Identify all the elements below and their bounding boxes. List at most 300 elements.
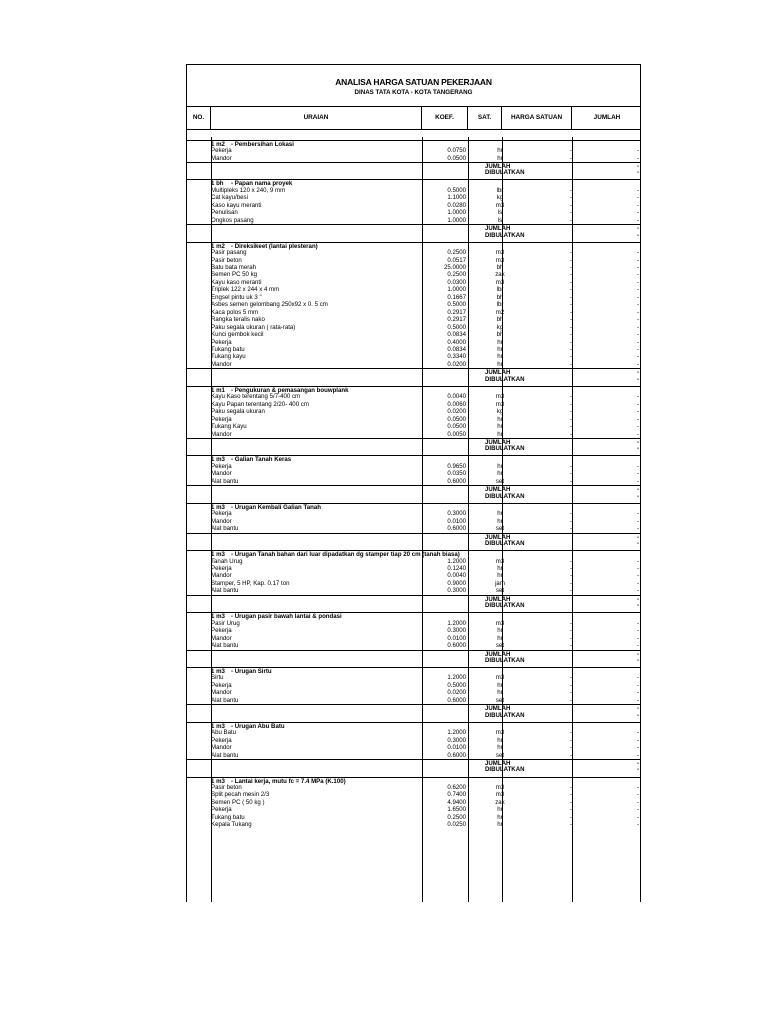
table-row (187, 408, 640, 415)
item-satuan: set (495, 751, 505, 759)
item-harga-satuan: - (569, 751, 572, 759)
item-harga-satuan: - (569, 517, 572, 525)
table-row (187, 620, 640, 627)
item-harga-satuan: - (569, 256, 572, 264)
subtotal-dibulatkan-label: DIBULATKAN (485, 492, 525, 500)
item-satuan: hr (497, 806, 503, 814)
item-uraian: Batu bata merah (211, 264, 257, 271)
section-unit: 1 m2 (211, 140, 225, 148)
item-harga-satuan: - (569, 201, 572, 209)
section-unit: 1 m1 (211, 386, 225, 394)
item-satuan: jam (495, 579, 505, 587)
item-jumlah: - (636, 736, 639, 744)
subtotal-jumlah-value: - (636, 369, 639, 377)
subtotal-dibulatkan-row (187, 657, 640, 664)
subtotal-dibulatkan-label: DIBULATKAN (485, 445, 525, 453)
item-harga-satuan: - (569, 587, 572, 595)
table-row (187, 294, 640, 301)
item-jumlah: - (636, 408, 639, 416)
subtotal-dibulatkan-label: DIBULATKAN (485, 375, 525, 383)
item-uraian: Pekerja (211, 462, 232, 470)
item-harga-satuan: - (569, 642, 572, 650)
item-koef: 25.0000 (443, 264, 466, 271)
item-uraian: Pasir beton (211, 256, 242, 264)
table-row (187, 799, 640, 806)
item-koef: 0.3340 (447, 353, 466, 361)
item-satuan: hr (497, 147, 503, 155)
header-uraian: URAIAN (211, 107, 422, 129)
section-name: - Pembersihan Lokasi (231, 140, 294, 148)
item-uraian: Sirtu (211, 674, 224, 682)
table-row (187, 565, 640, 572)
item-uraian: Mandor (211, 572, 232, 580)
item-koef: 0.2917 (447, 316, 466, 324)
section-name: - Galian Tanah Keras (231, 456, 292, 464)
item-koef: 1.2000 (447, 674, 466, 682)
item-satuan: bh (496, 264, 504, 271)
item-uraian: Alat bantu (211, 751, 239, 759)
table-row (187, 217, 640, 224)
item-koef: 0.9650 (447, 462, 466, 470)
item-uraian: Pekerja (211, 564, 232, 572)
item-jumlah: - (636, 256, 639, 264)
item-jumlah: - (636, 249, 639, 257)
item-koef: 0.0834 (447, 331, 466, 339)
item-satuan: hr (497, 462, 503, 470)
section-unit: 1 m3 (211, 777, 225, 785)
item-satuan: zak (495, 271, 505, 279)
item-jumlah: - (636, 783, 639, 791)
item-jumlah: - (636, 627, 639, 635)
subtotal-dibulatkan-value: - (636, 231, 639, 239)
analysis-table-body (187, 137, 640, 902)
subtotal-dibulatkan-row (187, 232, 640, 239)
section-name: - Urugan Kembali Galian Tanah (231, 503, 321, 511)
section-name: - Urugan pasir bawah lantai & pondasi (231, 613, 342, 621)
item-satuan: bh (496, 293, 504, 301)
item-harga-satuan: - (569, 209, 572, 217)
subtotal-dibulatkan-label: DIBULATKAN (485, 231, 525, 239)
subtotal-dibulatkan-row (187, 712, 640, 719)
item-uraian: Kunci gembok kecil (211, 331, 264, 339)
item-satuan: set (495, 587, 505, 595)
section-unit: 1 m3 (211, 456, 225, 464)
item-satuan: m2 (495, 308, 505, 316)
item-harga-satuan: - (569, 579, 572, 587)
item-satuan: ls (497, 209, 503, 217)
item-koef: 0.5000 (447, 301, 466, 309)
item-koef: 0.5000 (447, 186, 466, 194)
table-row (187, 324, 640, 331)
item-harga-satuan: - (569, 415, 572, 423)
item-uraian: Kepala Tukang (211, 821, 252, 829)
subtotal-jumlah-value: - (636, 162, 639, 170)
item-satuan: kg (496, 323, 504, 331)
item-uraian: Kayu Papan terentang 2/20- 400 cm (211, 400, 309, 408)
item-jumlah: - (636, 729, 639, 737)
item-jumlah: - (636, 477, 639, 485)
header-harga-satuan: HARGA SATUAN (502, 107, 572, 129)
item-satuan: m3 (495, 557, 505, 565)
item-uraian: Pekerja (211, 147, 232, 155)
item-uraian: Paku segala ukuran ( rata-rata) (211, 323, 296, 331)
item-koef: 0.0200 (447, 408, 466, 416)
table-row (187, 249, 640, 256)
item-jumlah: - (636, 430, 639, 438)
table-row (187, 791, 640, 798)
item-harga-satuan: - (569, 572, 572, 580)
section-name: - Urugan Abu Batu (231, 722, 285, 730)
item-jumlah: - (636, 415, 639, 423)
item-satuan: hr (497, 510, 503, 518)
subtotal-jumlah-value: - (636, 760, 639, 767)
item-koef: 0.3000 (447, 736, 466, 744)
item-jumlah: - (636, 798, 639, 806)
item-jumlah: - (636, 147, 639, 155)
item-harga-satuan: - (569, 627, 572, 635)
item-uraian: Tanah Urug (211, 557, 243, 565)
item-koef: 0.0060 (447, 400, 466, 408)
item-jumlah: - (636, 689, 639, 697)
item-koef: 1.2000 (447, 557, 466, 565)
item-harga-satuan: - (569, 216, 572, 224)
item-jumlah: - (636, 400, 639, 408)
item-satuan: hr (497, 470, 503, 478)
item-jumlah: - (636, 587, 639, 595)
item-harga-satuan: - (569, 308, 572, 316)
item-koef: 0.0500 (447, 415, 466, 423)
item-uraian: Multipleks 120 x 240, 9 mm (211, 186, 286, 194)
subtotal-dibulatkan-label: DIBULATKAN (485, 602, 525, 610)
item-harga-satuan: - (569, 301, 572, 309)
item-uraian: Mandor (211, 430, 232, 438)
item-jumlah: - (636, 462, 639, 470)
table-row (187, 635, 640, 642)
item-koef: 0.6000 (447, 642, 466, 650)
item-harga-satuan: - (569, 338, 572, 346)
item-koef: 0.5000 (447, 681, 466, 689)
item-uraian: Pekerja (211, 415, 232, 423)
section-unit: 1 m3 (211, 722, 225, 730)
item-uraian: Kaso kayu meranti (211, 201, 262, 209)
item-jumlah: - (636, 278, 639, 286)
item-satuan: m3 (495, 201, 505, 209)
item-jumlah: - (636, 323, 639, 331)
item-uraian: Rangka teralis nako (211, 316, 265, 324)
item-satuan: hr (497, 338, 503, 346)
item-satuan: m3 (495, 791, 505, 799)
item-satuan: kg (496, 194, 504, 202)
item-harga-satuan: - (569, 462, 572, 470)
table-row (187, 401, 640, 408)
table-row (187, 423, 640, 430)
subtotal-dibulatkan-value: - (636, 492, 639, 500)
item-jumlah: - (636, 564, 639, 572)
item-jumlah: - (636, 301, 639, 309)
subtotal-jumlah-label: JUMLAH (485, 369, 511, 377)
subtotal-jumlah-label: JUMLAH (485, 162, 511, 170)
table-row (187, 339, 640, 346)
item-satuan: ls (497, 216, 503, 224)
item-harga-satuan: - (569, 821, 572, 829)
item-jumlah: - (636, 264, 639, 271)
item-jumlah: - (636, 821, 639, 829)
item-harga-satuan: - (569, 813, 572, 821)
item-harga-satuan: - (569, 360, 572, 368)
item-harga-satuan: - (569, 564, 572, 572)
item-jumlah: - (636, 751, 639, 759)
section-name: - Urugan Tanah bahan dari luar dipadatkan dg stamper tiap 20 cm (tanah biasa) (231, 551, 460, 559)
item-koef: 1.2000 (447, 729, 466, 737)
item-harga-satuan: - (569, 331, 572, 339)
table-header (187, 106, 640, 130)
subtotal-dibulatkan-value: - (636, 656, 639, 664)
item-uraian: Pekerja (211, 510, 232, 518)
item-harga-satuan: - (569, 477, 572, 485)
subtotal-jumlah-value: - (636, 595, 639, 603)
item-uraian: Kaca polos 5 mm (211, 308, 259, 316)
item-harga-satuan: - (569, 806, 572, 814)
item-uraian: Mandor (211, 154, 232, 162)
item-satuan: hr (497, 627, 503, 635)
subtotal-dibulatkan-row (187, 602, 640, 609)
item-jumlah: - (636, 470, 639, 478)
item-uraian: Pekerja (211, 736, 232, 744)
header-sat: SAT. (468, 107, 502, 129)
section-unit: 1 m3 (211, 613, 225, 621)
section-unit: 1 m2 (211, 242, 225, 250)
item-koef: 0.6200 (447, 783, 466, 791)
item-satuan: hr (497, 634, 503, 642)
item-jumlah: - (636, 572, 639, 580)
item-koef: 0.0100 (447, 634, 466, 642)
item-satuan: m3 (495, 400, 505, 408)
table-row (187, 814, 640, 821)
item-satuan: hr (497, 345, 503, 353)
item-uraian: Cat kayu/besi (211, 194, 248, 202)
item-jumlah: - (636, 642, 639, 650)
item-koef: 1.0000 (447, 209, 466, 217)
table-row (187, 301, 640, 308)
item-koef: 0.0517 (447, 256, 466, 264)
item-satuan: m3 (495, 249, 505, 257)
item-uraian: Engsel pintu uk 3 " (211, 293, 262, 301)
subtotal-dibulatkan-value: - (636, 375, 639, 383)
subtotal-dibulatkan-label: DIBULATKAN (485, 169, 525, 177)
item-jumlah: - (636, 353, 639, 361)
subtotal-dibulatkan-row (187, 766, 640, 773)
section-name: - Urugan Sirtu (231, 668, 272, 675)
item-jumlah: - (636, 525, 639, 533)
item-koef: 0.3000 (447, 587, 466, 595)
table-row (187, 147, 640, 154)
table-row (187, 202, 640, 209)
subtotal-jumlah-value: - (636, 225, 639, 233)
table-row (187, 518, 640, 525)
subtotal-dibulatkan-label: DIBULATKAN (485, 711, 525, 719)
item-satuan: m3 (495, 783, 505, 791)
table-row (187, 463, 640, 470)
item-harga-satuan: - (569, 634, 572, 642)
item-satuan: hr (497, 813, 503, 821)
item-satuan: kg (496, 408, 504, 416)
table-row (187, 806, 640, 813)
item-satuan: set (495, 696, 505, 704)
subtotal-jumlah-label: JUMLAH (485, 486, 511, 494)
item-uraian: Mandor (211, 517, 232, 525)
item-uraian: Alat bantu (211, 642, 239, 650)
item-jumlah: - (636, 360, 639, 368)
section-name: - Pengukuran & pemasangan bouwplank (231, 386, 349, 394)
item-koef: 0.5000 (447, 323, 466, 331)
subtotal-dibulatkan-value: - (636, 445, 639, 453)
item-uraian: Alat bantu (211, 587, 239, 595)
item-harga-satuan: - (569, 278, 572, 286)
item-jumlah: - (636, 286, 639, 294)
item-koef: 0.2917 (447, 308, 466, 316)
item-jumlah: - (636, 308, 639, 316)
subtotal-jumlah-label: JUMLAH (485, 438, 511, 446)
item-harga-satuan: - (569, 557, 572, 565)
item-koef: 0.3000 (447, 627, 466, 635)
item-harga-satuan: - (569, 798, 572, 806)
item-harga-satuan: - (569, 423, 572, 431)
header-koef: KOEF. (422, 107, 468, 129)
table-row (187, 572, 640, 579)
subtotal-dibulatkan-label: DIBULATKAN (485, 766, 525, 774)
item-uraian: Mandor (211, 689, 232, 697)
section-unit: 1 m3 (211, 551, 225, 559)
subtotal-dibulatkan-value: - (636, 540, 639, 547)
table-row (187, 279, 640, 286)
item-jumlah: - (636, 345, 639, 353)
item-uraian: Kayu kaso meranti (211, 278, 262, 286)
item-koef: 0.2500 (447, 249, 466, 257)
table-row (187, 264, 640, 271)
table-row (187, 627, 640, 634)
item-uraian: Pekerja (211, 338, 232, 346)
item-koef: 0.0040 (447, 393, 466, 401)
item-harga-satuan: - (569, 696, 572, 704)
item-satuan: hr (497, 415, 503, 423)
item-jumlah: - (636, 331, 639, 339)
item-koef: 0.6000 (447, 525, 466, 533)
item-satuan: hr (497, 360, 503, 368)
table-row (187, 309, 640, 316)
item-harga-satuan: - (569, 286, 572, 294)
item-uraian: Alat bantu (211, 525, 239, 533)
table-row (187, 209, 640, 216)
item-koef: 0.0300 (447, 278, 466, 286)
item-jumlah: - (636, 293, 639, 301)
item-satuan: set (495, 642, 505, 650)
table-row (187, 353, 640, 360)
item-satuan: bh (496, 331, 504, 339)
item-satuan: hr (497, 689, 503, 697)
subtotal-jumlah-value: - (636, 705, 639, 713)
item-harga-satuan: - (569, 147, 572, 155)
item-uraian: Kayu Kaso terentang 5/7-400 cm (211, 393, 301, 401)
item-uraian: Tukang batu (211, 345, 245, 353)
item-koef: 0.1667 (447, 293, 466, 301)
subtotal-jumlah-label: JUMLAH (485, 533, 511, 541)
subtotal-dibulatkan-row (187, 540, 640, 547)
subtotal-jumlah-label: JUMLAH (485, 595, 511, 603)
document-subtitle: DINAS TATA KOTA - KOTA TANGERANG (354, 89, 473, 96)
table-row (187, 752, 640, 759)
subtotal-dibulatkan-row (187, 445, 640, 452)
item-koef: 1.0000 (447, 286, 466, 294)
item-jumlah: - (636, 194, 639, 202)
table-row (187, 331, 640, 338)
subtotal-dibulatkan-value: - (636, 169, 639, 177)
item-uraian: Abu Batu (211, 729, 237, 737)
table-row (187, 697, 640, 704)
subtotal-dibulatkan-row (187, 169, 640, 176)
subtotal-dibulatkan-value: - (636, 766, 639, 774)
item-harga-satuan: - (569, 249, 572, 257)
item-jumlah: - (636, 806, 639, 814)
item-uraian: Pasir Urug (211, 619, 240, 627)
subtotal-dibulatkan-label: DIBULATKAN (485, 540, 525, 547)
item-jumlah: - (636, 316, 639, 324)
item-harga-satuan: - (569, 510, 572, 518)
section-unit: 1 bh (211, 180, 224, 188)
item-satuan: hr (497, 572, 503, 580)
item-uraian: Semen PC ( 50 kg ) (211, 798, 265, 806)
item-harga-satuan: - (569, 729, 572, 737)
item-uraian: Semen PC 50 kg (211, 271, 258, 279)
item-uraian: Pasir pasang (211, 249, 247, 257)
item-jumlah: - (636, 517, 639, 525)
item-satuan: set (495, 525, 505, 533)
item-harga-satuan: - (569, 264, 572, 271)
subtotal-jumlah-label: JUMLAH (485, 760, 511, 767)
item-satuan: lbr (496, 186, 504, 194)
item-koef: 0.0200 (447, 360, 466, 368)
item-uraian: Triplek 122 x 244 x 4 mm (211, 286, 280, 294)
table-row (187, 470, 640, 477)
item-harga-satuan: - (569, 293, 572, 301)
item-koef: 0.6000 (447, 477, 466, 485)
item-jumlah: - (636, 338, 639, 346)
item-harga-satuan: - (569, 345, 572, 353)
item-koef: 0.6000 (447, 696, 466, 704)
table-row (187, 510, 640, 517)
item-harga-satuan: - (569, 681, 572, 689)
item-uraian: Tukang kayu (211, 353, 246, 361)
item-satuan: hr (497, 353, 503, 361)
item-uraian: Pasir beton (211, 783, 242, 791)
subtotal-jumlah-value: - (636, 438, 639, 446)
item-harga-satuan: - (569, 154, 572, 162)
item-uraian: Mandor (211, 470, 232, 478)
item-satuan: hr (497, 430, 503, 438)
item-uraian: Pekerja (211, 627, 232, 635)
table-row (187, 187, 640, 194)
table-row (187, 674, 640, 681)
item-koef: 1.2000 (447, 619, 466, 627)
item-jumlah: - (636, 696, 639, 704)
table-row (187, 393, 640, 400)
item-harga-satuan: - (569, 744, 572, 752)
item-harga-satuan: - (569, 674, 572, 682)
section-name: - Papan nama proyek (231, 180, 293, 188)
table-row (187, 416, 640, 423)
item-harga-satuan: - (569, 783, 572, 791)
item-satuan: m3 (495, 729, 505, 737)
item-uraian: Mandor (211, 744, 232, 752)
